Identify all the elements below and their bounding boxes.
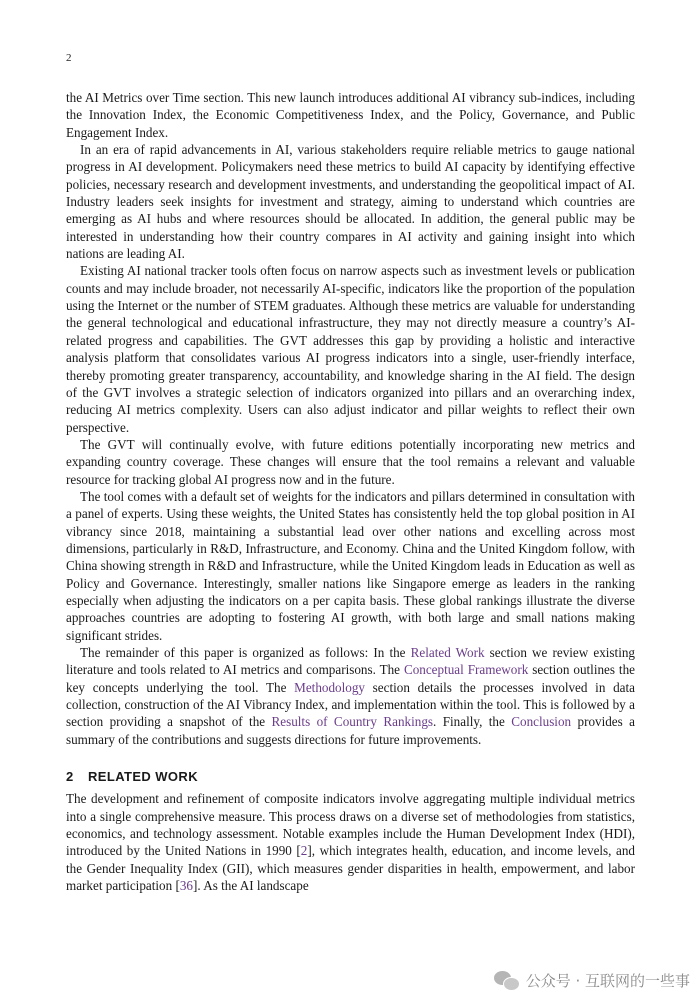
paragraph-text: The remainder of this paper is organized as follows: In the [80,645,411,660]
paragraph-text: ]. As the AI landscape [192,878,309,894]
section-heading [66,768,635,785]
paragraph [66,89,635,141]
cross-reference-link[interactable]: 36 [179,878,193,894]
paragraph [66,436,635,488]
paragraph-text: section we review existing literature and tools related to AI metrics and comparisons. The [66,645,635,678]
cross-reference-link[interactable]: Conclusion [511,714,572,730]
paragraph [66,790,635,894]
cross-reference-link[interactable]: Results of Country Rankings [271,714,434,730]
paragraph-text: section details the processes involved in data collection, construction of the AI Vibrancy Index, and implementation within the tool. This is followed by a section providing a snapshot of the [66,679,636,730]
cross-reference-link[interactable]: Related Work [410,645,485,660]
page-number: 2 [66,52,72,64]
paragraph-text: . Finally, the [433,714,512,730]
paragraph [66,262,635,435]
watermark [494,969,690,991]
paragraph-text: the AI Metrics over Time section. This new launch introduces additional AI vibrancy sub-indices, including the Innovation Index, the Economic Competitiveness Index, and the Policy, Governance, and Public Engagement Index. [66,90,635,140]
section-number: 2 [66,769,74,785]
paragraph-text: In an era of rapid advancements in AI, various stakeholders require reliable metrics to gauge national progress in AI development. Policymakers need these metrics to build AI capacity by identifying effective policies, necessary research and development investments, and understanding the geopolitical impact of AI. Industry leaders seek insights for investment and strategy, aiming to understand which countries are emerging as AI hubs and where resources should be allocated. In addition, the general public may be interested in understanding how their country compares in AI activity and gaining insight into which nations are leading AI. [66,142,635,262]
paragraph-text: The tool comes with a default set of weights for the indicators and pillars determined in consultation with a panel of experts. Using these weights, the United States has consistently held the top global position in AI vibrancy since 2018, maintaining a substantial lead over other nations and excelling across most dimensions, particularly in R&D, Infrastructure, and Economy. China and the United Kingdom follow, with China showing strength in R&D and Infrastructure, while the United Kingdom leads in Education as well as Policy and Governance. Interestingly, smaller nations like Singapore emerge as leaders in the ranking especially when adjusting the indicators on a per capita basis. These global rankings illustrate the diverse approaches countries are adopting to fostering AI growth, with both large and small nations making significant strides. [66,488,635,643]
paragraph-text: The development and refinement of composite indicators involve aggregating multiple individual metrics into a single comprehensive measure. This process draws on a diverse set of methodologies from statistics, economics, and technology assessment. Notable examples include the Human Development Index (HDI), introduced by the United Nations in 1990 [ [66,791,635,859]
paragraph-text: Existing AI national tracker tools often focus on narrow aspects such as investment levels or publication counts and may include broader, not necessarily AI-specific, indicators like the proportion of the population using the Internet or the number of STEM graduates. Although these metrics are valuable for understanding the general technological and educational infrastructure, they may not directly measure a country’s AI-related progress and capabilities. The GVT addresses this gap by providing a holistic and interactive analysis platform that consolidates various AI progress indicators into a single, user-friendly interface, thereby promoting greater transparency, accountability, and knowledge sharing in the AI field. The design of the GVT involves a strategic selection of indicators organized into pillars and an overarching index, reducing AI metrics complexity. Users can also adjust indicator and pillar weights to reflect their own perspective. [66,263,635,435]
cross-reference-link[interactable]: Conceptual Framework [403,662,529,678]
paragraph-text: ], which integrates health, education, and income levels, and the Gender Inequality Index (GII), which measures gender disparities in health, empowerment, and labor market participation [ [66,843,635,894]
section-title: RELATED WORK [88,769,198,785]
cross-reference-link[interactable]: 2 [300,843,308,859]
paragraph-text: provides a summary of the contributions and suggests directions for future improvements. [66,714,635,747]
paragraph-text: section outlines the key concepts underlying the tool. The [66,662,635,695]
paragraph [66,644,635,748]
paragraph [66,141,635,262]
paragraph [66,488,635,644]
intro-paragraphs [66,89,635,748]
paragraph-text: The GVT will continually evolve, with future editions potentially incorporating new metrics and expanding country coverage. These changes will ensure that the tool remains a relevant and valuable resource for tracking global AI progress now and in the future. [66,436,635,487]
paper-body [66,89,635,894]
watermark-text: 公众号 · 互联网的一些事 [525,971,690,990]
wechat-icon [494,969,520,991]
cross-reference-link[interactable]: Methodology [294,679,365,695]
section-paragraphs [66,790,635,894]
